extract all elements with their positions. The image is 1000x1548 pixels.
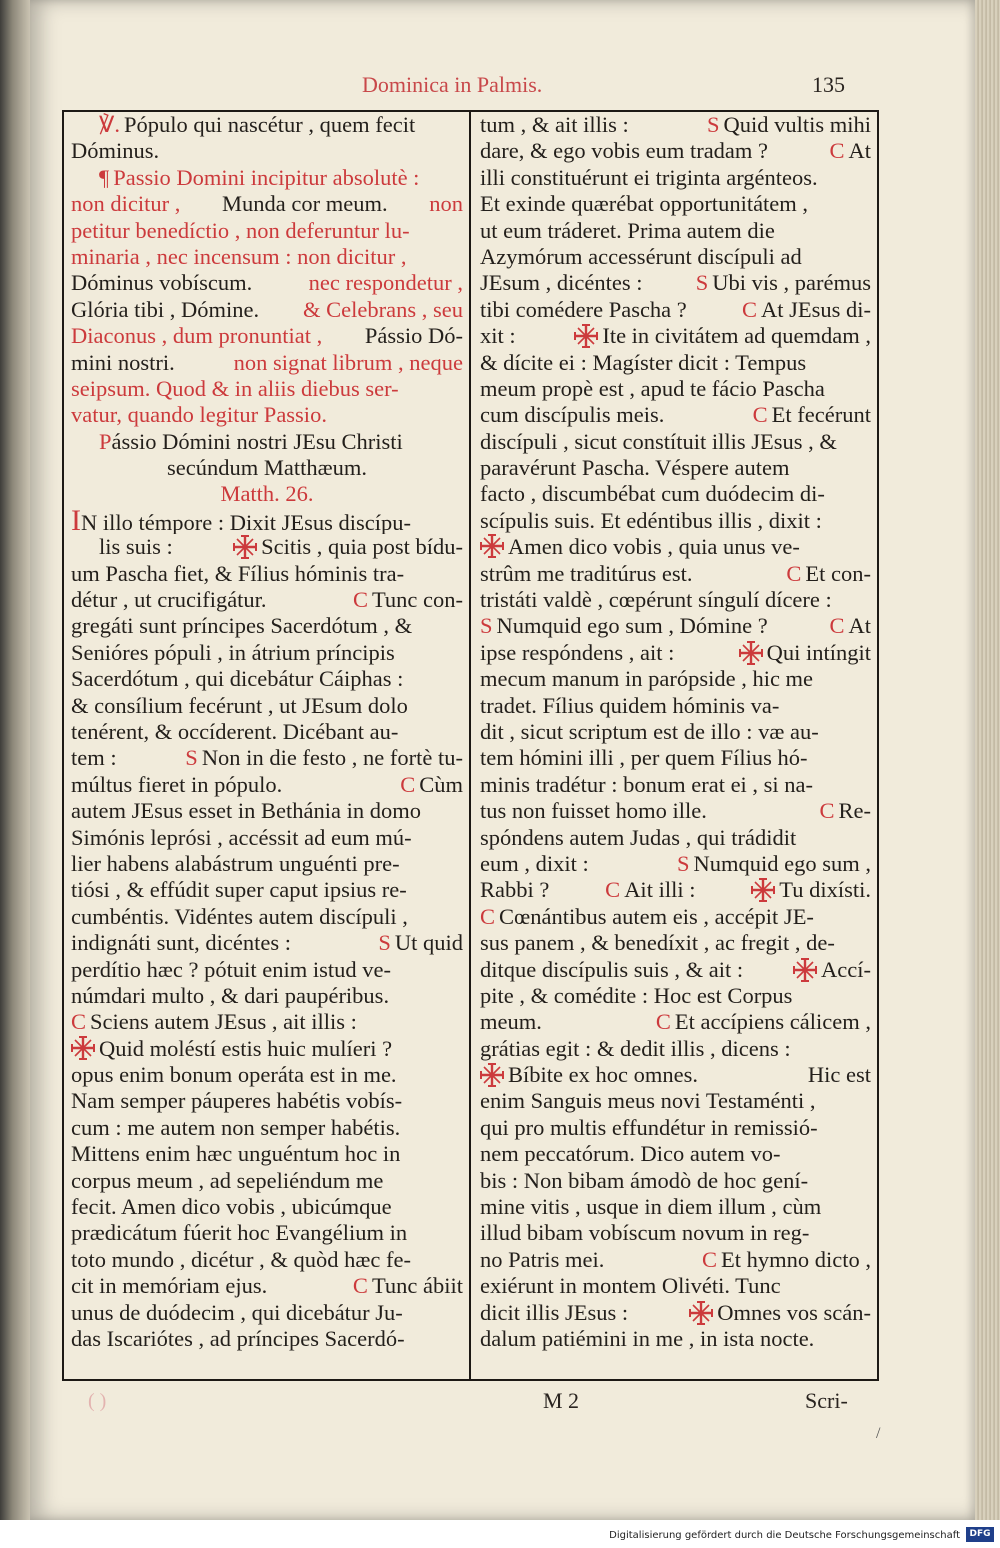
column-divider: [469, 110, 471, 1381]
text-line: Quid moléstí estis huic mulíeri ?: [71, 1036, 463, 1062]
text-line: meum. C Et accípiens cálicem ,: [480, 1009, 871, 1035]
text-line: ipse respóndens , ait : Qui intíngit: [480, 639, 871, 665]
text-line: toto mundo , dicétur , & quòd hæc fe-: [71, 1246, 411, 1272]
cross-icon: [689, 1301, 713, 1325]
cross-icon: [480, 534, 504, 558]
text-line: autem JEsus esset in Bethánia in domo: [71, 798, 421, 824]
text-line: dit , sicut scriptum est de illo : væ au-: [480, 718, 819, 744]
text-line: ut eum tráderet. Prima autem die: [480, 217, 775, 243]
text-line: fecit. Amen dico vobis , ubicúmque: [71, 1194, 392, 1220]
text-line: détur , ut crucifigátur. C Tunc con-: [71, 587, 463, 613]
text-line: paravérunt Pascha. Véspere autem: [480, 455, 790, 481]
cross-icon: [233, 535, 257, 559]
text-line: & dícite ei : Magíster dicit : Tempus: [480, 349, 807, 375]
versicle-symbol: ℣.: [99, 112, 121, 137]
text-line: qui pro multis effundétur in remissió-: [480, 1114, 818, 1140]
synagoga-mark: S: [185, 745, 198, 771]
text-line: Bíbite ex hoc omnes. Hic est: [480, 1062, 871, 1088]
text-line: tem : S Non in die festo , ne fortè tu-: [71, 745, 463, 771]
page-number: 135: [812, 72, 845, 97]
text-line: mine vitis , usque in diem illum , cùm: [480, 1194, 822, 1220]
text-line: xit : Ite in civitátem ad quemdam ,: [480, 323, 871, 349]
text-line: tenérent, & occíderent. Dicébant au-: [71, 718, 399, 744]
rubric-line: ¶ Passio Domini incipitur absolutè :: [99, 164, 420, 190]
chronista-mark: C: [400, 771, 416, 797]
text-line: Rabbi ? C Ait illi : Tu dixísti.: [480, 877, 871, 903]
text-line: tus non fuisset homo ille. C Re-: [480, 798, 871, 824]
chronista-mark: C: [829, 138, 845, 164]
text-line: grátias egit : & dedit illis , dicens :: [480, 1035, 791, 1061]
text-line: ditque discípulis suis , & ait : Accí-: [480, 956, 871, 982]
text-line: strûm me traditúrus est. C Et con-: [480, 560, 871, 586]
text-line: meum propè est , apud te fácio Pascha: [480, 375, 825, 401]
synagoga-mark: S: [480, 613, 493, 639]
text-line: múltus fieret in pópulo. C Cùm: [71, 771, 463, 797]
text-line: tibi comédere Pascha ? C At JEsus di-: [480, 296, 871, 322]
chronista-mark: C: [752, 402, 768, 428]
drop-initial: I: [71, 507, 81, 535]
text-line: cum : me autem non semper habétis.: [71, 1114, 401, 1140]
text-line: bis : Non bibam ámodò de hoc gení-: [480, 1167, 809, 1193]
chronista-mark: C: [71, 1009, 87, 1035]
text-line: cum discípulis meis. C Et fecérunt: [480, 402, 871, 428]
text-line: ℣. Pópulo qui nascétur , quem fecit: [99, 112, 416, 137]
gospel-reference: Matth. 26.: [220, 481, 314, 507]
text-line: Diaconus , dum pronuntiat , Pássio Dó-: [71, 323, 463, 349]
text-line: C Sciens autem JEsus , ait illis :: [71, 1009, 357, 1035]
text-line: dicit illis JEsus : Omnes vos scán-: [480, 1299, 871, 1325]
cross-icon: [71, 1036, 95, 1060]
text-line: indignáti sunt, dicéntes : S Ut quid: [71, 930, 463, 956]
text-line: tristáti valdè , cœpérunt síngulí dícere :: [480, 587, 832, 613]
rubric-line: minaria , nec incensum : non dicitur ,: [71, 243, 407, 269]
text-line: corpus meum , ad sepeliéndum me: [71, 1167, 384, 1193]
text-line: dalum patiémini in me , in ista nocte.: [480, 1325, 815, 1351]
text-line: perdítio hæc ? pótuit enim istud ve-: [71, 956, 391, 982]
page-edges: [975, 0, 1000, 1520]
text-line: JEsum , dicéntes : S Ubi vis , parémus: [480, 270, 871, 296]
text-line: Dóminus.: [71, 138, 160, 164]
chronista-mark: C: [701, 1246, 717, 1272]
dfg-logo: DFG: [966, 1527, 994, 1542]
text-line: scípulis suis. Et edéntibus illis , dixit :: [480, 507, 822, 533]
text-line: um Pascha fiet, & Fílius hóminis tra-: [71, 560, 405, 586]
text-line: tradet. Fílius quidem hóminis va-: [480, 692, 780, 718]
text-line: lier habens alabástrum unguénti pre-: [71, 850, 400, 876]
chronista-mark: C: [819, 798, 835, 824]
text-line: facto , discumbébat cum duódecim di-: [480, 481, 825, 507]
text-line: illi constituérunt ei triginta argénteos.: [480, 164, 818, 190]
chronista-mark: C: [480, 903, 496, 929]
text-line: Dóminus vobíscum. nec respondetur ,: [71, 270, 463, 296]
margin-mark: /: [876, 1425, 881, 1442]
text-line: spóndens autem Judas , qui trádidit: [480, 824, 797, 850]
chronista-mark: C: [829, 613, 845, 639]
chronista-mark: C: [352, 1273, 368, 1299]
left-column: [71, 112, 463, 1378]
text-line: IN illo témpore : Dixit JEsus discípu-: [71, 508, 463, 534]
text-line: Senióres pópuli , in átrium príncipis: [71, 639, 395, 665]
text-line: mecum manum in parópside , hic me: [480, 666, 814, 692]
text-line: Mittens enim hæc unguéntum hoc in: [71, 1141, 401, 1167]
synagoga-mark: S: [378, 930, 391, 956]
rubric-line: petitur benedíctio , non deferuntur lu-: [71, 217, 410, 243]
digitization-credit: Digitalisierung gefördert durch die Deutsche Forschungsgemeinschaft: [609, 1530, 960, 1541]
text-line: dare, & ego vobis eum tradam ? C At: [480, 138, 871, 164]
paragraph-mark: ¶: [99, 164, 110, 190]
cross-icon: [739, 641, 763, 665]
right-column: [480, 112, 871, 1378]
passion-title: Pássio Dómini nostri JEsu Christi: [99, 428, 403, 454]
synagoga-mark: S: [695, 270, 709, 296]
text-line: cit in memóriam ejus. C Tunc ábiit: [71, 1273, 463, 1299]
text-line: discípuli , sicut constítuit illis JEsus , &: [480, 428, 837, 454]
text-line: pite , & comédite : Hoc est Corpus: [480, 982, 793, 1008]
text-line: tum , & ait illis : S Quid vultis mihi: [480, 112, 871, 137]
rubric-line: seipsum. Quod & in aliis diebus ser-: [71, 375, 399, 401]
text-line: Amen dico vobis , quia unus ve-: [480, 534, 871, 560]
passion-title: secúndum Matthæum.: [167, 455, 367, 481]
text-line: prædicátum fúerit hoc Evangélium in: [71, 1220, 408, 1246]
rubric-line: vatur, quando legitur Passio.: [71, 402, 327, 428]
synagoga-mark: S: [706, 112, 720, 137]
synagoga-mark: S: [676, 850, 690, 876]
text-line: C Cœnántibus autem eis , accépit JE-: [480, 903, 814, 929]
text-line: mini nostri. non signat librum , neque: [71, 349, 463, 375]
text-line: lis suis : Scitis , quia post bídu-: [99, 534, 463, 560]
text-line: cumbéntis. Vidéntes autem discípuli ,: [71, 903, 408, 929]
text-line: Azymórum accessérunt discípuli ad: [480, 243, 802, 269]
text-line: Nam semper páuperes habétis vobís-: [71, 1088, 403, 1114]
text-line: nem peccatórum. Dico autem vo-: [480, 1141, 781, 1167]
text-line: enim Sanguis meus novi Testaménti ,: [480, 1088, 816, 1114]
text-line: no Patris mei. C Et hymno dicto ,: [480, 1246, 871, 1272]
text-line: tiósi , & effúdit super caput ipsius re-: [71, 877, 407, 903]
text-line: opus enim bonum operáta est in me.: [71, 1062, 397, 1088]
offset-mark: ( ): [88, 1390, 107, 1412]
signature-mark: M 2: [543, 1388, 580, 1413]
text-line: Simónis leprósi , accéssit ad eum mú-: [71, 824, 412, 850]
text-line: sus panem , & benedíxit , ac fregit , de-: [480, 930, 835, 956]
text-line: minis tradétur : bonum erat ei , si na-: [480, 771, 814, 797]
text-line: Glória tibi , Dómine. & Celebrans , seu: [71, 296, 463, 322]
text-line: Et exinde quærébat opportunitátem ,: [480, 191, 809, 217]
chronista-mark: C: [352, 587, 368, 613]
text-line: & consílium fecérunt , ut JEsum dolo: [71, 692, 408, 718]
chronista-mark: C: [741, 296, 757, 322]
text-line: S Numquid ego sum , Dómine ? C At: [480, 613, 871, 639]
cross-icon: [574, 324, 598, 348]
text-line: Sacerdótum , qui dicebátur Cáiphas :: [71, 666, 404, 692]
text-line: exiérunt in montem Olivéti. Tunc: [480, 1273, 781, 1299]
cross-icon: [793, 958, 817, 982]
text-line: non dicitur , Munda cor meum. non: [71, 191, 463, 217]
chronista-mark: C: [655, 1009, 671, 1035]
text-line: illud bibam vobíscum novum in reg-: [480, 1220, 810, 1246]
text-line: das Iscariótes , ad príncipes Sacerdó-: [71, 1325, 405, 1351]
text-line: tem hómini illi , per quem Fílius hó-: [480, 745, 808, 771]
text-line: unus de duódecim , qui dicebátur Ju-: [71, 1299, 403, 1325]
catchword: Scri-: [805, 1388, 848, 1413]
cross-icon: [751, 878, 775, 902]
cross-icon: [480, 1063, 504, 1087]
text-line: gregáti sunt príncipes Sacerdótum , &: [71, 613, 413, 639]
text-line: númdari multo , & dari paupéribus.: [71, 982, 390, 1008]
running-head: Dominica in Palmis.: [362, 72, 543, 97]
chronista-mark: C: [605, 877, 621, 903]
text-line: eum , dixit : S Numquid ego sum ,: [480, 850, 871, 876]
chronista-mark: C: [786, 560, 802, 586]
